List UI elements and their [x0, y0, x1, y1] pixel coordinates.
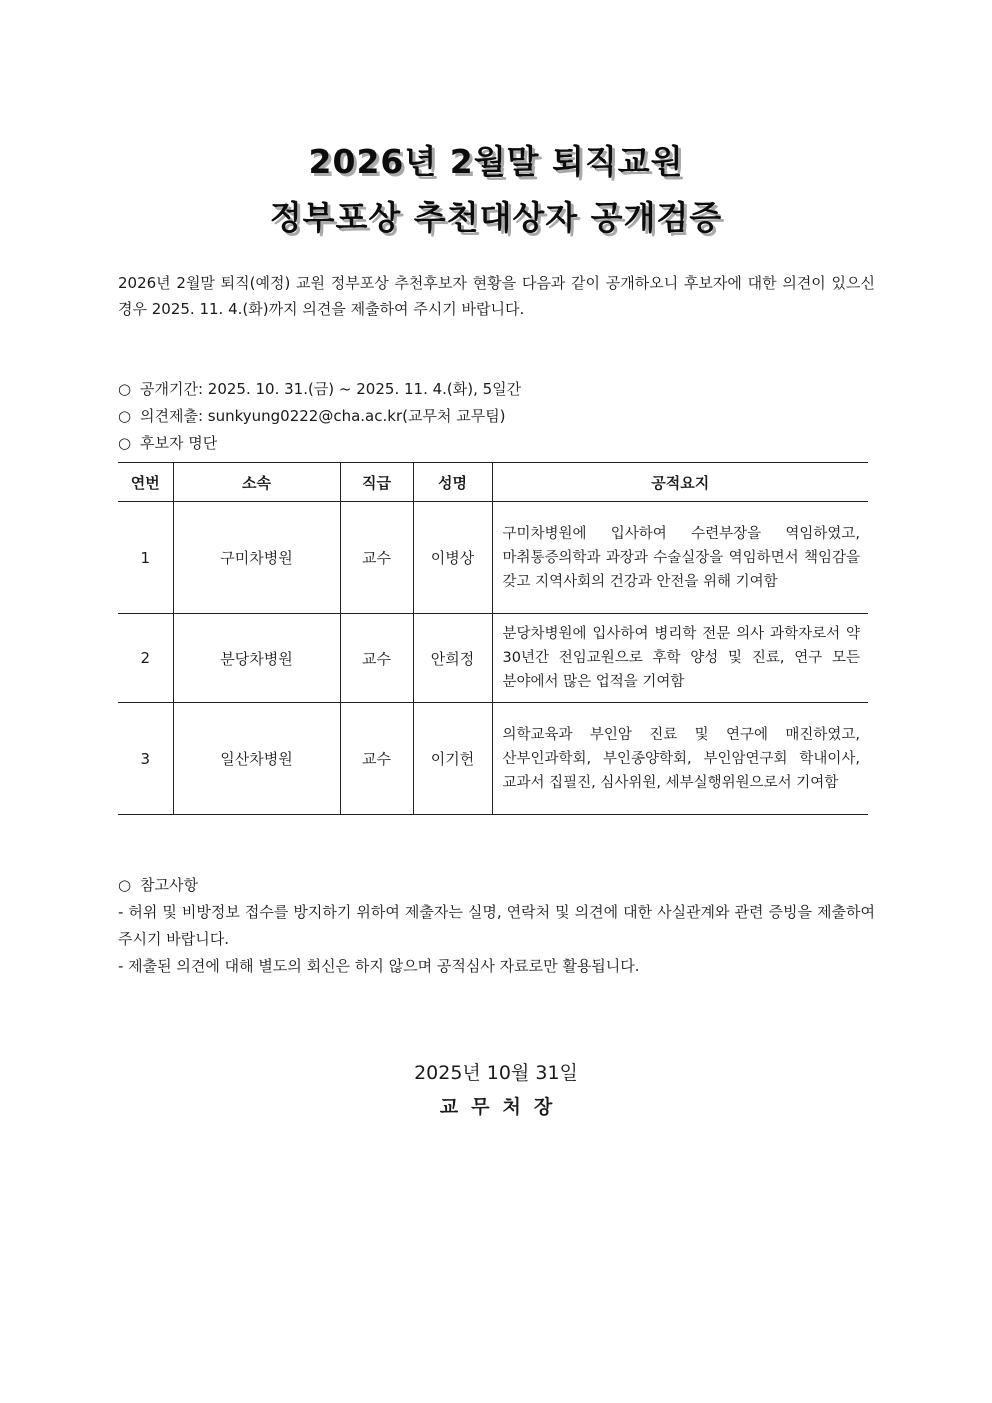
document-title-line-2: 정부포상 추천대상자 공개검증	[269, 198, 723, 237]
notes-heading: 참고사항	[140, 876, 198, 894]
circle-bullet-icon: ○	[118, 407, 132, 425]
row-name: 이병상	[413, 502, 492, 614]
header-name: 성명	[413, 463, 492, 502]
period-line	[118, 378, 521, 400]
candidates-heading-line	[118, 432, 217, 454]
header-rank: 직급	[340, 463, 413, 502]
document-title-line-1: 2026년 2월말 퇴직교원	[308, 142, 684, 181]
circle-bullet-icon: ○	[118, 380, 132, 398]
row-affiliation: 분당차병원	[173, 614, 340, 703]
note-item-2: - 제출된 의견에 대해 별도의 회신은 하지 않으며 공적심사 자료로만 활용됩니다.	[118, 957, 640, 975]
row-number: 1	[118, 502, 173, 614]
row-rank: 교수	[340, 614, 413, 703]
row-merit: 의학교육과 부인암 진료 및 연구에 매진하였고, 산부인과학회, 부인종양학회, 부인암연구회 학내이사, 교과서 집필진, 심사위원, 세부실행위원으로서 기여함	[492, 703, 868, 815]
row-merit: 분당차병원에 입사하여 병리학 전문 의사 과학자로서 약 30년간 전임교원으로 후학 양성 및 진료, 연구 모든 분야에서 많은 업적을 기여함	[492, 614, 868, 703]
issue-date: 2025년 10월 31일	[414, 1062, 578, 1084]
header-affiliation: 소속	[173, 463, 340, 502]
signer: 교무처장	[439, 1096, 566, 1118]
row-affiliation: 구미차병원	[173, 502, 340, 614]
table-row	[118, 502, 868, 614]
row-rank: 교수	[340, 703, 413, 815]
period-text: 공개기간: 2025. 10. 31.(금) ~ 2025. 11. 4.(화), 5일간	[140, 380, 522, 398]
note-item-1: - 허위 및 비방정보 접수를 방지하기 위하여 제출자는 실명, 연락처 및 의견에 대한 사실관계와 관련 증빙을 제출하여 주시기 바랍니다.	[118, 903, 875, 948]
intro-paragraph: 2026년 2월말 퇴직(예정) 교원 정부포상 추천후보자 현황을 다음과 같이 공개하오니 후보자에 대한 의견이 있으신 경우 2025. 11. 4.(화)까지 의견을 제출하여 주시기 바랍니다.	[118, 274, 875, 318]
circle-bullet-icon: ○	[118, 876, 132, 894]
header-merit: 공적요지	[492, 463, 868, 502]
table-row	[118, 614, 868, 703]
candidates-table	[118, 462, 868, 815]
row-merit: 구미차병원에 입사하여 수련부장을 역임하였고, 마취통증의학과 과장과 수술실장을 역임하면서 책임감을 갖고 지역사회의 건강과 안전을 위해 기여함	[492, 502, 868, 614]
row-name: 안희정	[413, 614, 492, 703]
circle-bullet-icon: ○	[118, 434, 132, 452]
row-affiliation: 일산차병원	[173, 703, 340, 815]
row-rank: 교수	[340, 502, 413, 614]
submission-line	[118, 405, 506, 427]
row-name: 이기헌	[413, 703, 492, 815]
row-number: 3	[118, 703, 173, 815]
table-row	[118, 703, 868, 815]
row-number: 2	[118, 614, 173, 703]
submission-text: 의견제출: sunkyung0222@cha.ac.kr(교무처 교무팀)	[140, 407, 506, 425]
notes-section	[118, 872, 875, 980]
candidates-heading: 후보자 명단	[140, 434, 218, 452]
notes-heading-line	[118, 872, 875, 899]
header-number: 연번	[118, 463, 173, 502]
table-header-row	[118, 463, 868, 502]
